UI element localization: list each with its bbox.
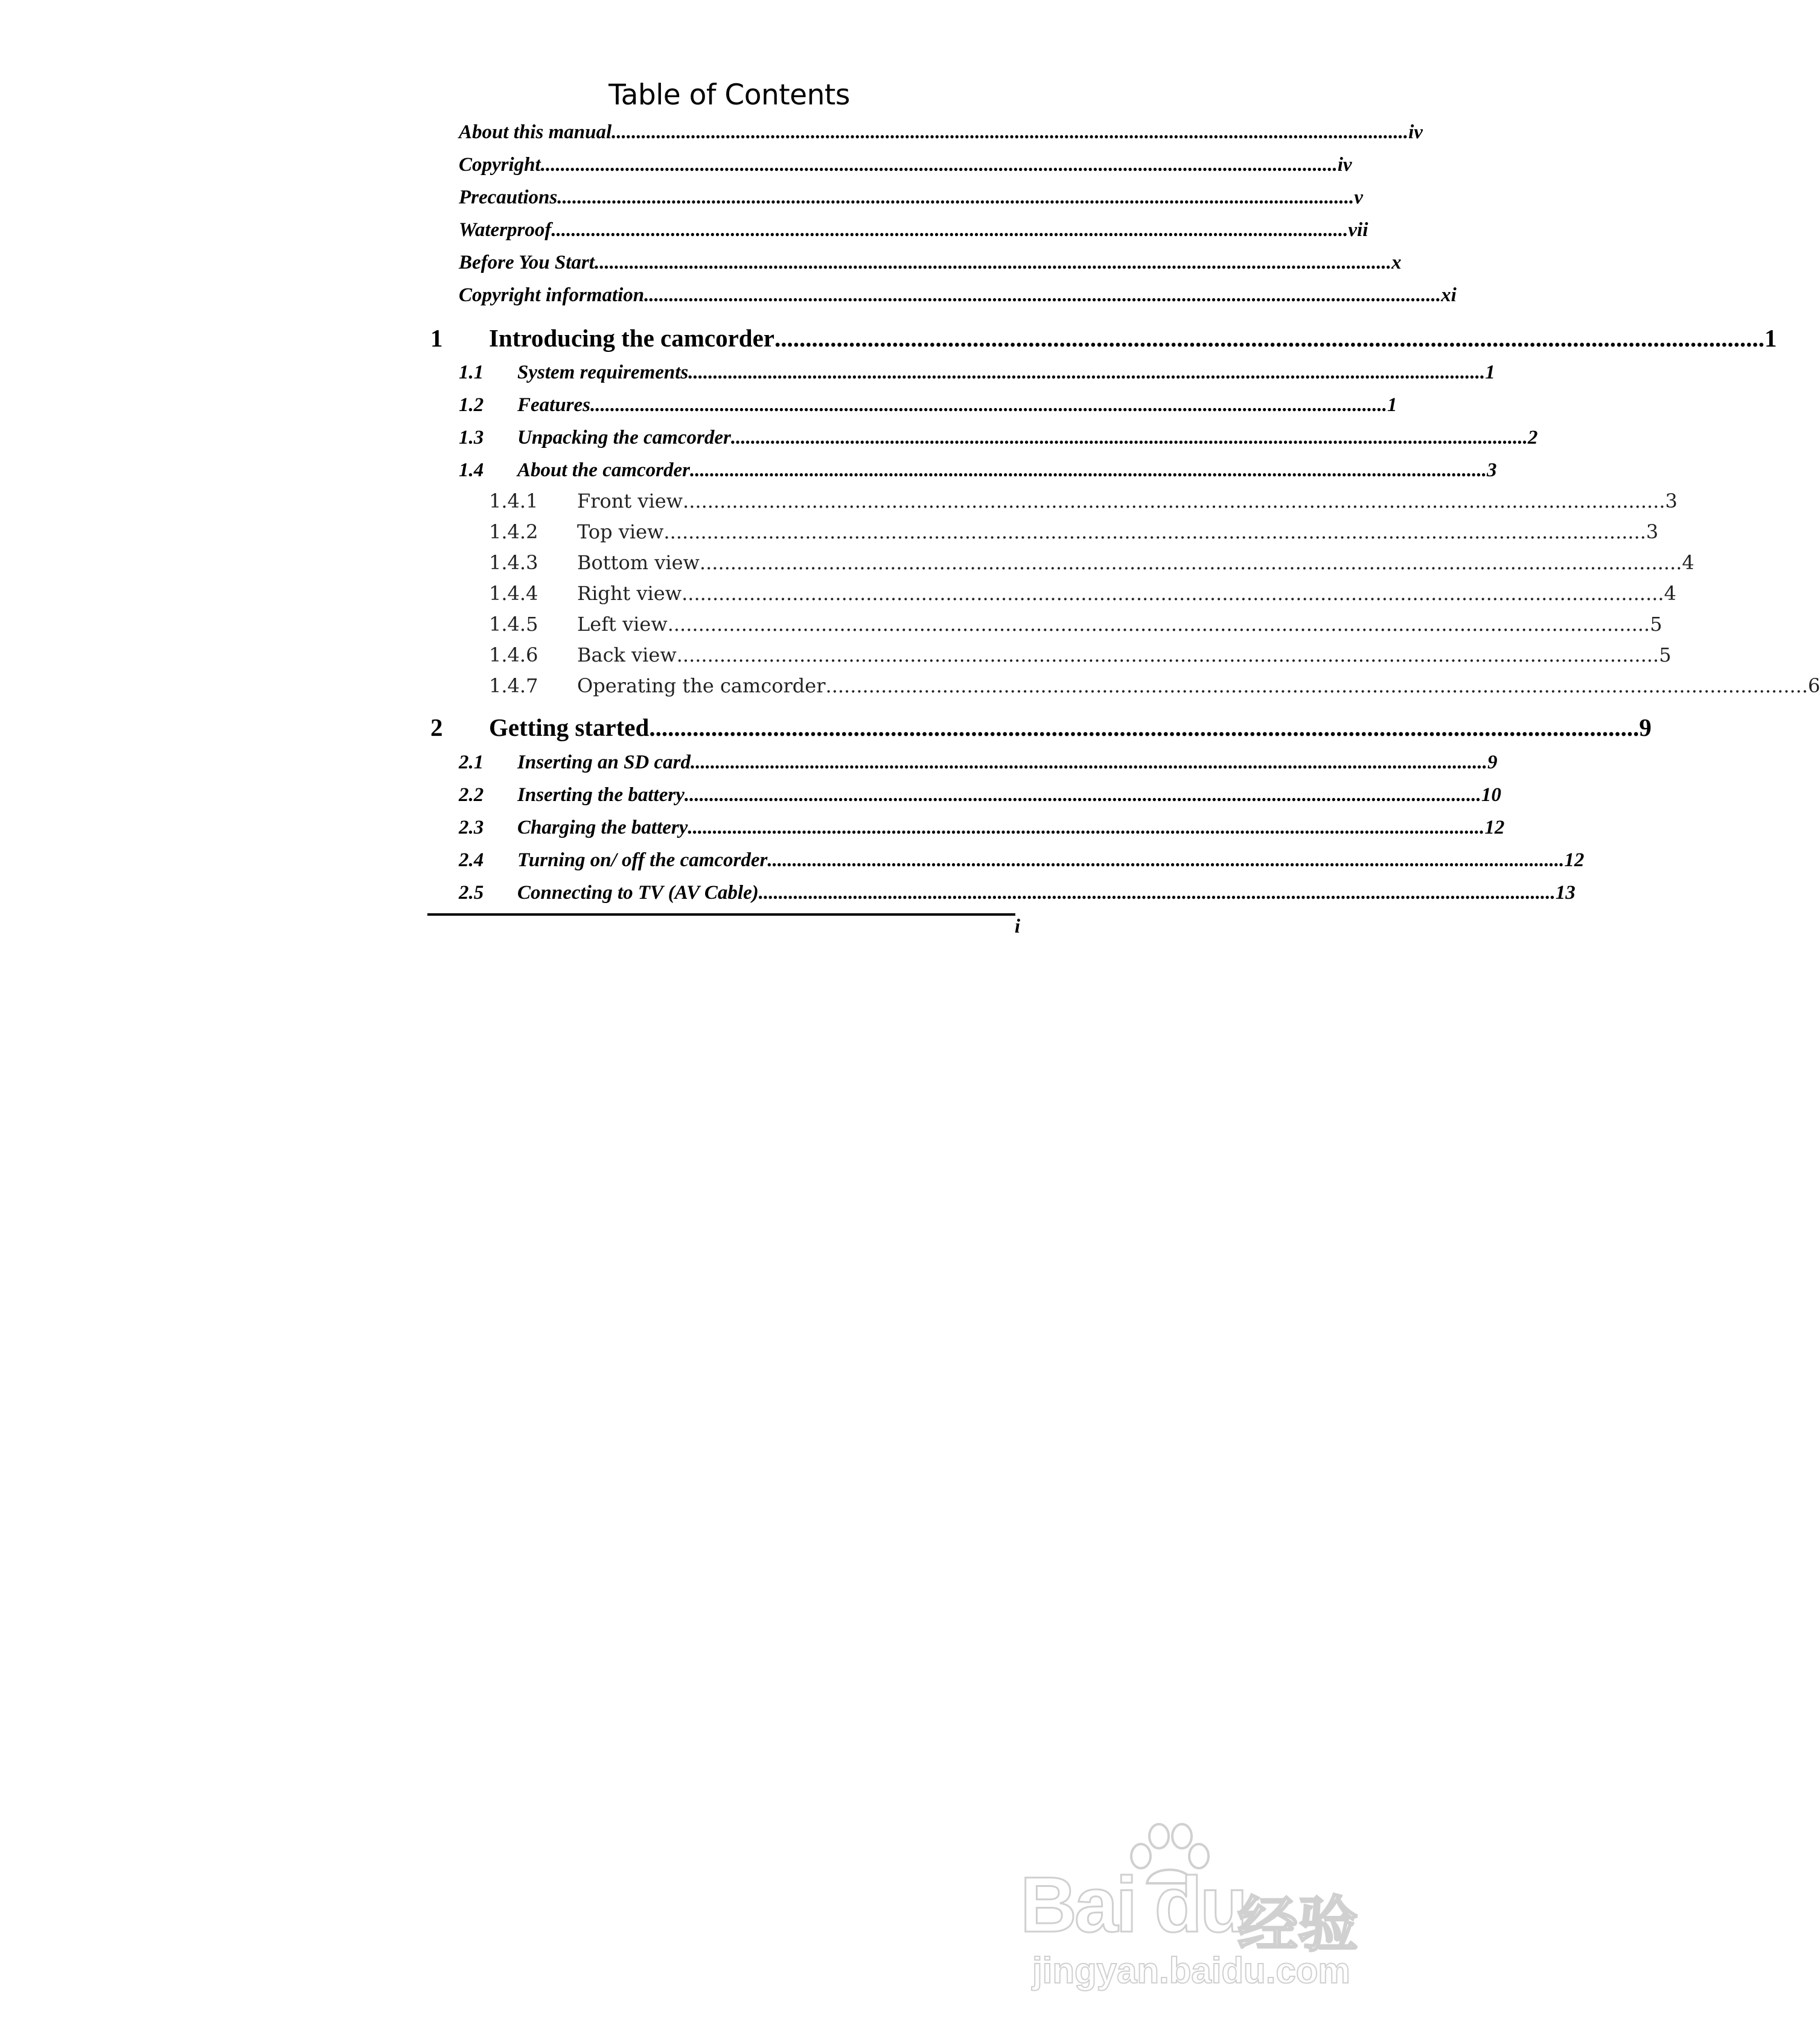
- toc-section-1-1[interactable]: [459, 356, 1495, 389]
- subsection-number: 1.4.4: [489, 582, 538, 605]
- toc-entry-page: x: [1391, 252, 1402, 273]
- subsection-title: Left view: [577, 613, 668, 636]
- dot-leader: ................................................................................................................................................................: [594, 252, 1391, 273]
- section-number: 2.4: [459, 849, 484, 871]
- subsection-number: 1.4.3: [489, 551, 538, 574]
- toc-entry-page: iv: [1408, 121, 1423, 143]
- dot-leader: ................................................................................................................................................................: [730, 427, 1528, 448]
- dot-leader: ................................................................................................................................................................: [667, 613, 1650, 636]
- toc-section-2-5[interactable]: [459, 876, 1576, 909]
- subsection-title: Bottom view: [577, 551, 700, 574]
- section-title: Inserting an SD card: [517, 752, 691, 773]
- chapter-number: 2: [430, 713, 443, 741]
- chapter-title: Getting started: [489, 713, 650, 741]
- subsection-number: 1.4.5: [489, 613, 538, 636]
- subsection-page: 6: [1808, 674, 1820, 697]
- page-title: Table of Contents: [608, 78, 850, 112]
- toc-section-1-2[interactable]: [459, 389, 1397, 421]
- toc-section-2-3[interactable]: [459, 811, 1505, 844]
- subsection-title: Right view: [577, 582, 682, 605]
- dot-leader: ................................................................................................................................................................: [684, 784, 1481, 806]
- section-number: 2.1: [459, 752, 484, 773]
- watermark-brand: Bai du: [1020, 1860, 1246, 1948]
- dot-leader: ................................................................................................................................................................: [688, 362, 1486, 383]
- subsection-title: Top view: [577, 520, 664, 543]
- toc-entry-label: Before You Start: [459, 252, 595, 273]
- section-title: System requirements: [517, 362, 689, 383]
- subsection-title: Operating the camcorder: [577, 674, 826, 697]
- dot-leader: ................................................................................................................................................................: [758, 882, 1556, 904]
- section-title: Connecting to TV (AV Cable): [517, 882, 759, 904]
- toc-entry-page: v: [1354, 187, 1363, 208]
- toc-entry-label: Waterproof: [459, 219, 552, 241]
- dot-leader: ................................................................................................................................................................: [682, 582, 1664, 605]
- section-page: 12: [1564, 849, 1585, 871]
- section-page: 10: [1481, 784, 1501, 806]
- subsection-page: 5: [1659, 643, 1672, 666]
- subsection-number: 1.4.7: [489, 674, 538, 697]
- toc-entry-label: About this manual: [459, 121, 612, 143]
- toc-entry-page: iv: [1337, 154, 1352, 176]
- toc-entry-label: Copyright information: [459, 284, 645, 306]
- dot-leader: ................................................................................................................................................................: [774, 324, 1764, 352]
- section-title: Unpacking the camcorder: [517, 427, 731, 448]
- toc-entry-precautions[interactable]: [459, 181, 1363, 214]
- section-number: 2.2: [459, 784, 484, 806]
- toc-subsection-1-4-3[interactable]: [489, 547, 1694, 578]
- section-number: 2.5: [459, 882, 484, 904]
- dot-leader: ................................................................................................................................................................: [699, 551, 1682, 574]
- section-title: Features: [517, 394, 591, 416]
- toc-subsection-1-4-2[interactable]: [489, 517, 1659, 547]
- section-title: Turning on/ off the camcorder: [517, 849, 768, 871]
- section-number: 2.3: [459, 817, 484, 838]
- toc-entry-waterproof[interactable]: [459, 214, 1368, 246]
- subsection-title: Front view: [577, 490, 683, 512]
- subsection-page: 5: [1650, 613, 1662, 636]
- subsection-page: 3: [1646, 520, 1659, 543]
- toc-entry-copyright-information[interactable]: [459, 279, 1457, 311]
- dot-leader: ................................................................................................................................................................: [644, 284, 1442, 306]
- chapter-page: 1: [1764, 324, 1777, 352]
- section-page: 9: [1487, 752, 1498, 773]
- toc-section-1-4[interactable]: [459, 454, 1497, 487]
- toc-subsection-1-4-6[interactable]: [489, 640, 1672, 671]
- dot-leader: ................................................................................................................................................................: [683, 490, 1665, 512]
- dot-leader: ................................................................................................................................................................: [557, 187, 1355, 208]
- toc-entry-about-manual[interactable]: [459, 116, 1423, 148]
- page-number: i: [1014, 916, 1020, 937]
- dot-leader: ................................................................................................................................................................: [691, 752, 1487, 773]
- chapter-page: 9: [1639, 713, 1652, 741]
- watermark-brand-cn: 经验: [1237, 1891, 1358, 1959]
- toc-section-2-4[interactable]: [459, 844, 1585, 876]
- toc-entry-page: xi: [1441, 284, 1457, 306]
- toc-chapter-1[interactable]: [430, 318, 1777, 358]
- dot-leader: ................................................................................................................................................................: [825, 674, 1809, 697]
- toc-subsection-1-4-5[interactable]: [489, 609, 1662, 640]
- subsection-number: 1.4.1: [489, 490, 538, 512]
- section-number: 1.3: [459, 427, 484, 448]
- section-title: Inserting the battery: [517, 784, 685, 806]
- section-page: 12: [1484, 817, 1505, 838]
- section-page: 3: [1487, 459, 1497, 481]
- footer-rule: [427, 913, 1015, 916]
- toc-subsection-1-4-4[interactable]: [489, 578, 1676, 609]
- baidu-jingyan-watermark: [1020, 1823, 1358, 2004]
- toc-section-2-1[interactable]: [459, 746, 1498, 779]
- toc-section-2-2[interactable]: [459, 779, 1501, 811]
- toc-subsection-1-4-1[interactable]: [489, 486, 1678, 517]
- section-title: Charging the battery: [517, 817, 688, 838]
- section-page: 13: [1555, 882, 1576, 904]
- subsection-page: 3: [1665, 490, 1678, 512]
- subsection-page: 4: [1682, 551, 1694, 574]
- toc-entry-label: Precautions: [459, 187, 558, 208]
- subsection-page: 4: [1664, 582, 1676, 605]
- dot-leader: ................................................................................................................................................................: [590, 394, 1388, 416]
- dot-leader: ................................................................................................................................................................: [649, 713, 1640, 741]
- dot-leader: ................................................................................................................................................................: [688, 817, 1485, 838]
- dot-leader: ................................................................................................................................................................: [690, 459, 1487, 481]
- subsection-number: 1.4.2: [489, 520, 538, 543]
- section-number: 1.1: [459, 362, 484, 383]
- subsection-title: Back view: [577, 643, 677, 666]
- dot-leader: ................................................................................................................................................................: [676, 643, 1659, 666]
- dot-leader: ................................................................................................................................................................: [540, 154, 1338, 176]
- toc-subsection-1-4-7[interactable]: [489, 671, 1820, 701]
- toc-entry-before-you-start[interactable]: [459, 246, 1402, 279]
- toc-section-1-3[interactable]: [459, 421, 1538, 454]
- subsection-number: 1.4.6: [489, 643, 538, 666]
- section-title: About the camcorder: [517, 459, 690, 481]
- section-number: 1.2: [459, 394, 484, 416]
- dot-leader: ................................................................................................................................................................: [611, 121, 1409, 143]
- section-page: 1: [1387, 394, 1397, 416]
- toc-entry-copyright[interactable]: [459, 148, 1352, 181]
- toc-entry-page: vii: [1348, 219, 1368, 241]
- chapter-title: Introducing the camcorder: [489, 324, 774, 352]
- toc-chapter-2[interactable]: [430, 707, 1652, 747]
- dot-leader: ................................................................................................................................................................: [663, 520, 1646, 543]
- section-number: 1.4: [459, 459, 484, 481]
- watermark-url: jingyan.baidu.com: [1032, 1950, 1350, 1991]
- section-page: 2: [1527, 427, 1538, 448]
- toc-entry-label: Copyright: [459, 154, 541, 176]
- dot-leader: ................................................................................................................................................................: [551, 219, 1349, 241]
- chapter-number: 1: [430, 324, 443, 352]
- dot-leader: ................................................................................................................................................................: [767, 849, 1565, 871]
- section-page: 1: [1485, 362, 1495, 383]
